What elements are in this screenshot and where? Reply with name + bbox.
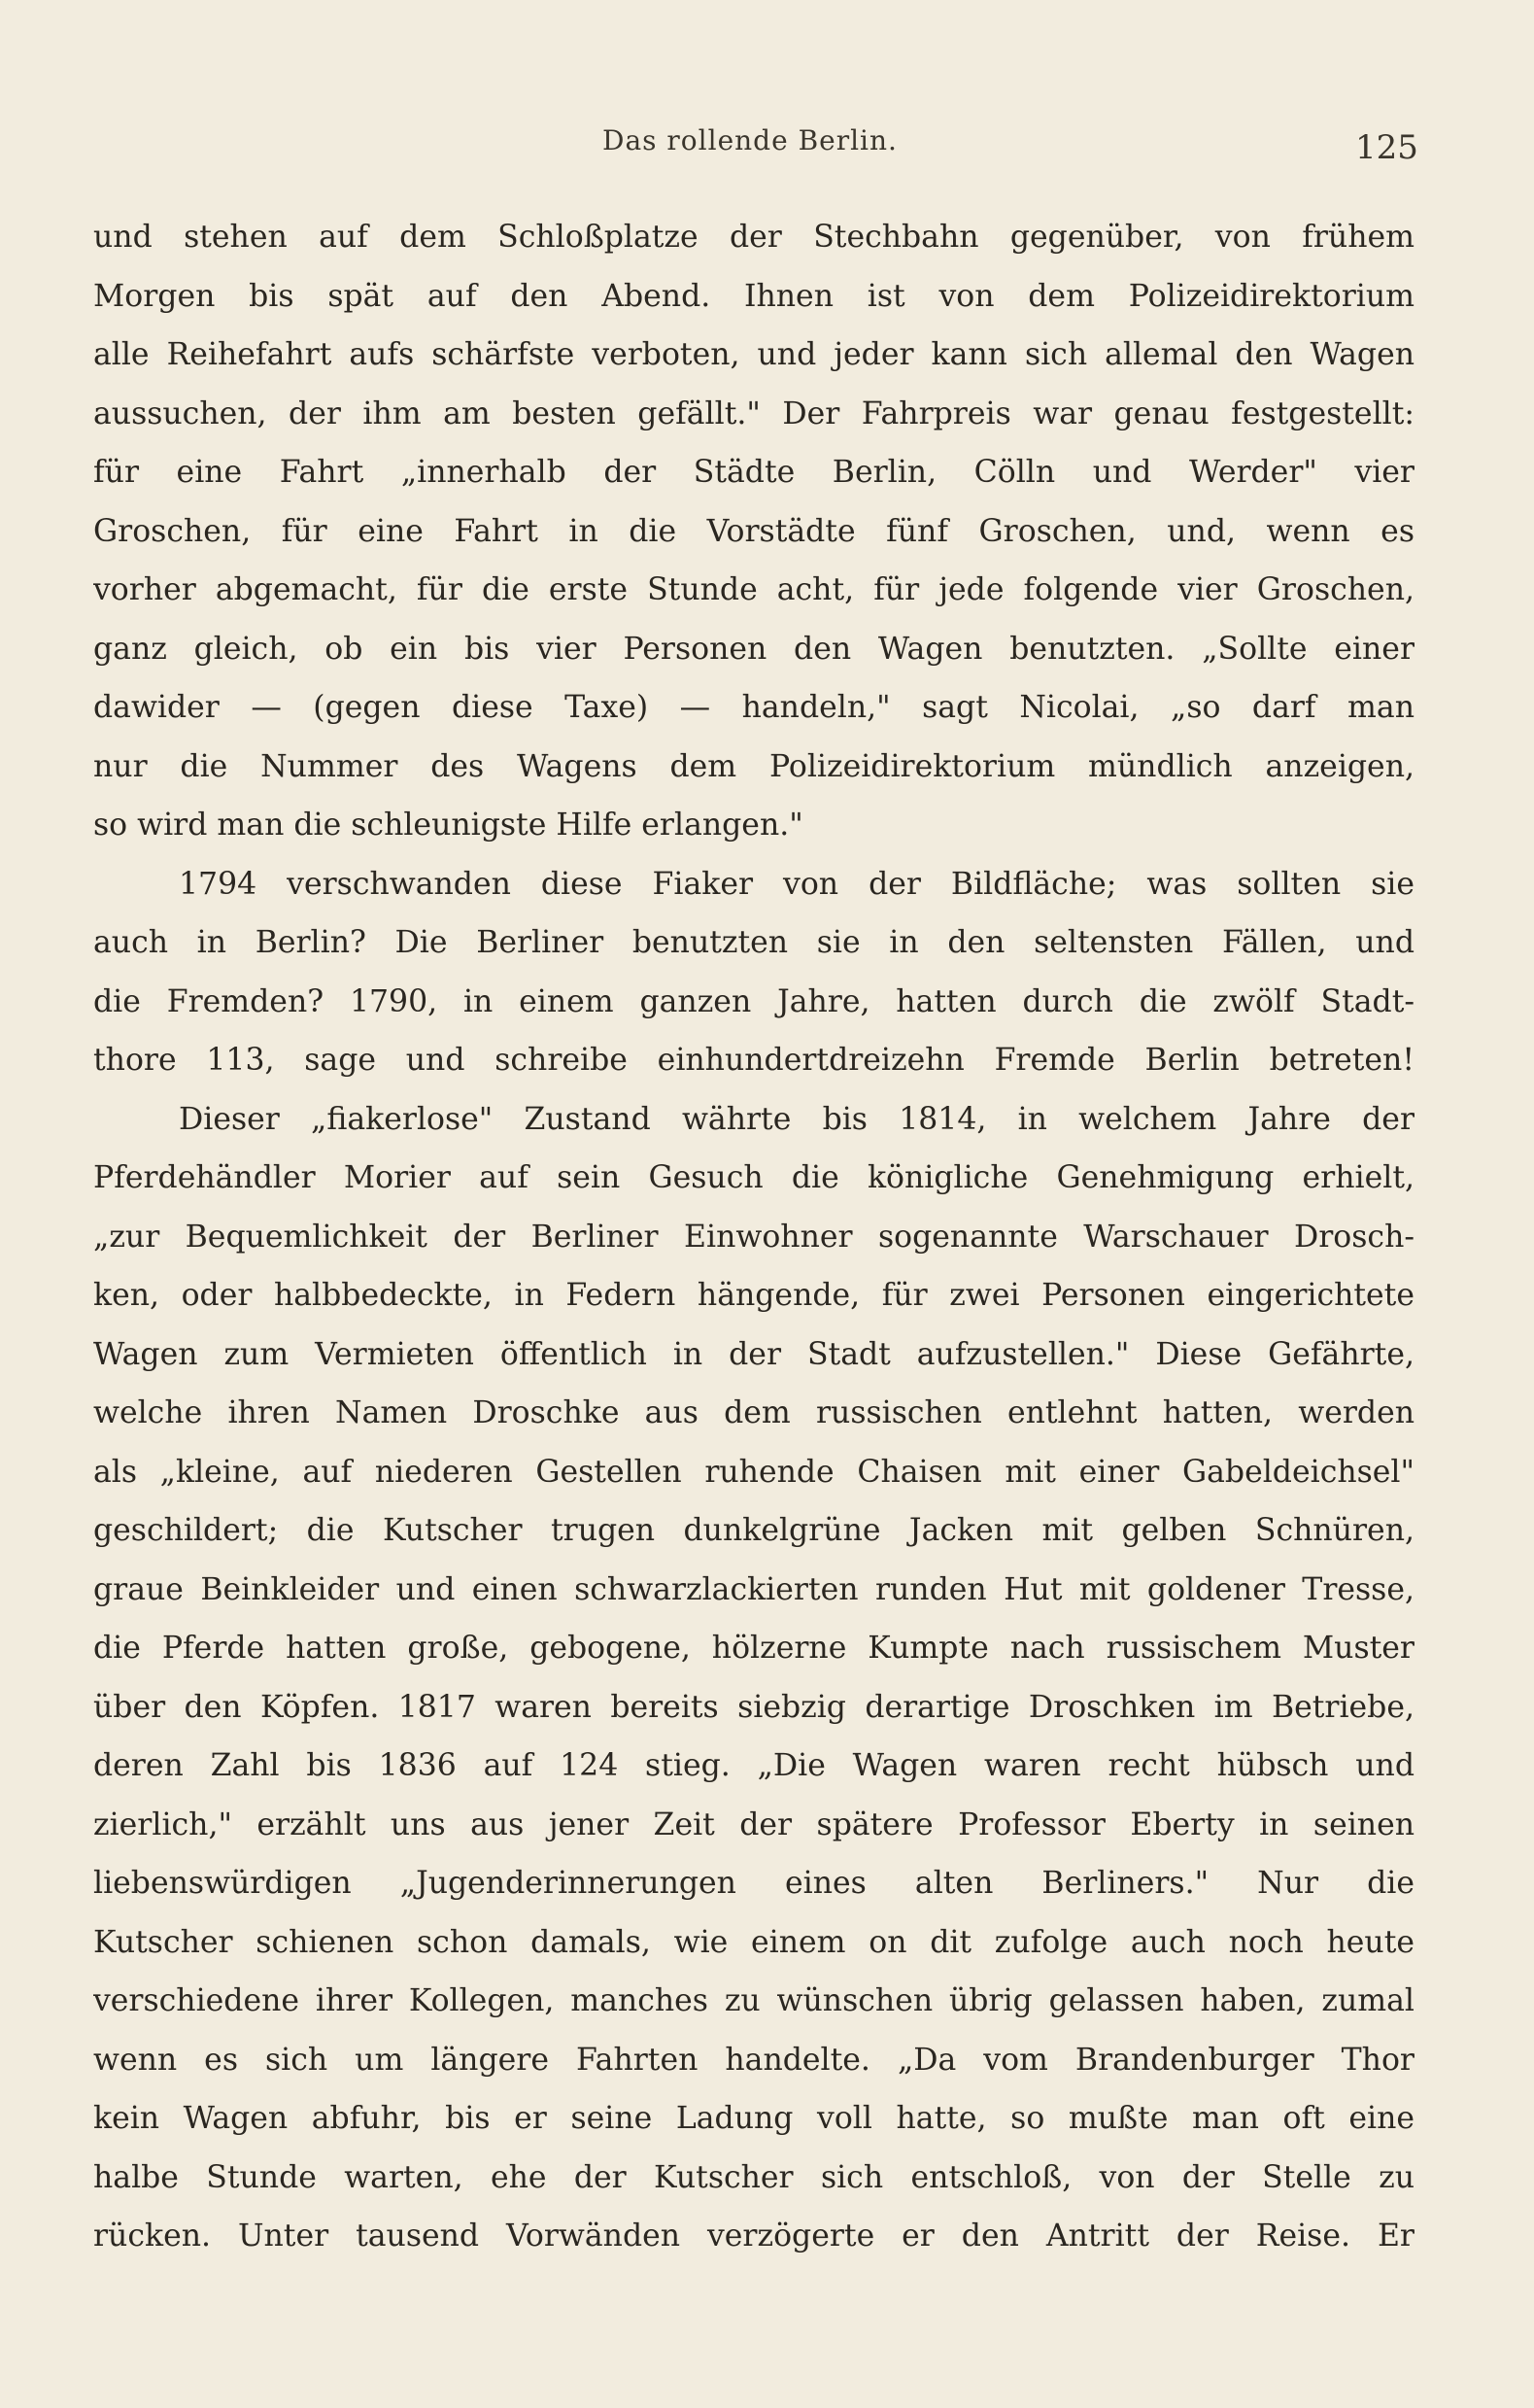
text-line: aussuchen, der ihm am besten gefällt." Der Fahrpreis war genau festgestellt:: [93, 396, 1415, 431]
text-line: wenn es sich um längere Fahrten handelte. „Da vom Brandenburger Thor: [93, 2042, 1415, 2078]
text-line: liebenswürdigen „Jugenderinnerungen eines alten Berliners." Nur die: [93, 1866, 1415, 1901]
text-line: „zur Bequemlichkeit der Berliner Einwohner sogenannte Warschauer Drosch-: [93, 1219, 1415, 1255]
text-line: thore 113, sage und schreibe einhundertdreizehn Fremde Berlin betreten!: [93, 1043, 1415, 1078]
text-line: ken, oder halbbedeckte, in Federn hängende, für zwei Personen eingerichtete: [93, 1278, 1415, 1313]
text-line: deren Zahl bis 1836 auf 124 stieg. „Die Wagen waren recht hübsch und: [93, 1748, 1415, 1783]
text-line: rücken. Unter tausend Vorwänden verzögerte er den Antritt der Reise. Er: [93, 2219, 1415, 2253]
text-line: vorher abgemacht, für die erste Stunde acht, für jede folgende vier Groschen,: [93, 572, 1415, 607]
text-line: so wird man die schleunigste Hilfe erlangen.": [93, 808, 803, 843]
text-line: Dieser „fiakerlose" Zustand währte bis 1814, in welchem Jahre der: [179, 1101, 1415, 1137]
text-line: graue Beinkleider und einen schwarzlackierten runden Hut mit goldener Tresse,: [93, 1571, 1415, 1607]
running-title: Das rollende Berlin.: [602, 124, 898, 156]
text-line: die Fremden? 1790, in einem ganzen Jahre, hatten durch die zwölf Stadt-: [93, 983, 1415, 1019]
text-line: über den Köpfen. 1817 waren bereits siebzig derartige Droschken im Betriebe,: [93, 1689, 1415, 1725]
running-head: [0, 124, 1534, 167]
text-line: zierlich," erzählt uns aus jener Zeit der spätere Professor Eberty in seinen: [93, 1806, 1415, 1842]
text-line: und stehen auf dem Schloßplatze der Stechbahn gegenüber, von frühem: [93, 220, 1415, 255]
page-number: 125: [1355, 128, 1418, 167]
text-line: als „kleine, auf niederen Gestellen ruhende Chaisen mit einer Gabeldeichsel": [93, 1454, 1415, 1490]
text-line: für eine Fahrt „innerhalb der Städte Berlin, Cölln und Werder" vier: [93, 455, 1415, 490]
text-line: Pferdehändler Morier auf sein Gesuch die königliche Genehmigung erhielt,: [93, 1160, 1415, 1195]
text-line: dawider — (gegen diese Taxe) — handeln," sagt Nicolai, „so darf man: [93, 690, 1415, 725]
text-line: Groschen, für eine Fahrt in die Vorstädte fünf Groschen, und, wenn es: [93, 513, 1415, 549]
text-line: Morgen bis spät auf den Abend. Ihnen ist von dem Polizeidirektorium: [93, 278, 1415, 314]
text-line: Wagen zum Vermieten öffentlich in der Stadt aufzustellen." Diese Gefährte,: [93, 1336, 1415, 1372]
text-line: 1794 verschwanden diese Fiaker von der Bildfläche; was sollten sie: [179, 866, 1415, 902]
text-line: kein Wagen abfuhr, bis er seine Ladung voll hatte, so mußte man oft eine: [93, 2101, 1415, 2136]
text-line: alle Reihefahrt aufs schärfste verboten, und jeder kann sich allemal den Wagen: [93, 337, 1415, 372]
text-line: halbe Stunde warten, ehe der Kutscher sich entschloß, von der Stelle zu: [93, 2159, 1415, 2195]
text-line: nur die Nummer des Wagens dem Polizeidirektorium mündlich anzeigen,: [93, 748, 1415, 784]
text-line: die Pferde hatten große, gebogene, hölzerne Kumpte nach russischem Muster: [93, 1631, 1415, 1666]
text-line: auch in Berlin? Die Berliner benutzten sie in den seltensten Fällen, und: [93, 925, 1415, 960]
text-line: geschildert; die Kutscher trugen dunkelgrüne Jacken mit gelben Schnüren,: [93, 1513, 1415, 1548]
text-line: Kutscher schienen schon damals, wie einem on dit zufolge auch noch heute: [93, 1924, 1415, 1960]
text-line: ganz gleich, ob ein bis vier Personen den Wagen benutzten. „Sollte einer: [93, 631, 1415, 667]
body-text: [93, 208, 1415, 2266]
text-line: verschiedene ihrer Kollegen, manches zu wünschen übrig gelassen haben, zumal: [93, 1983, 1415, 2018]
text-line: welche ihren Namen Droschke aus dem russischen entlehnt hatten, werden: [93, 1395, 1415, 1430]
